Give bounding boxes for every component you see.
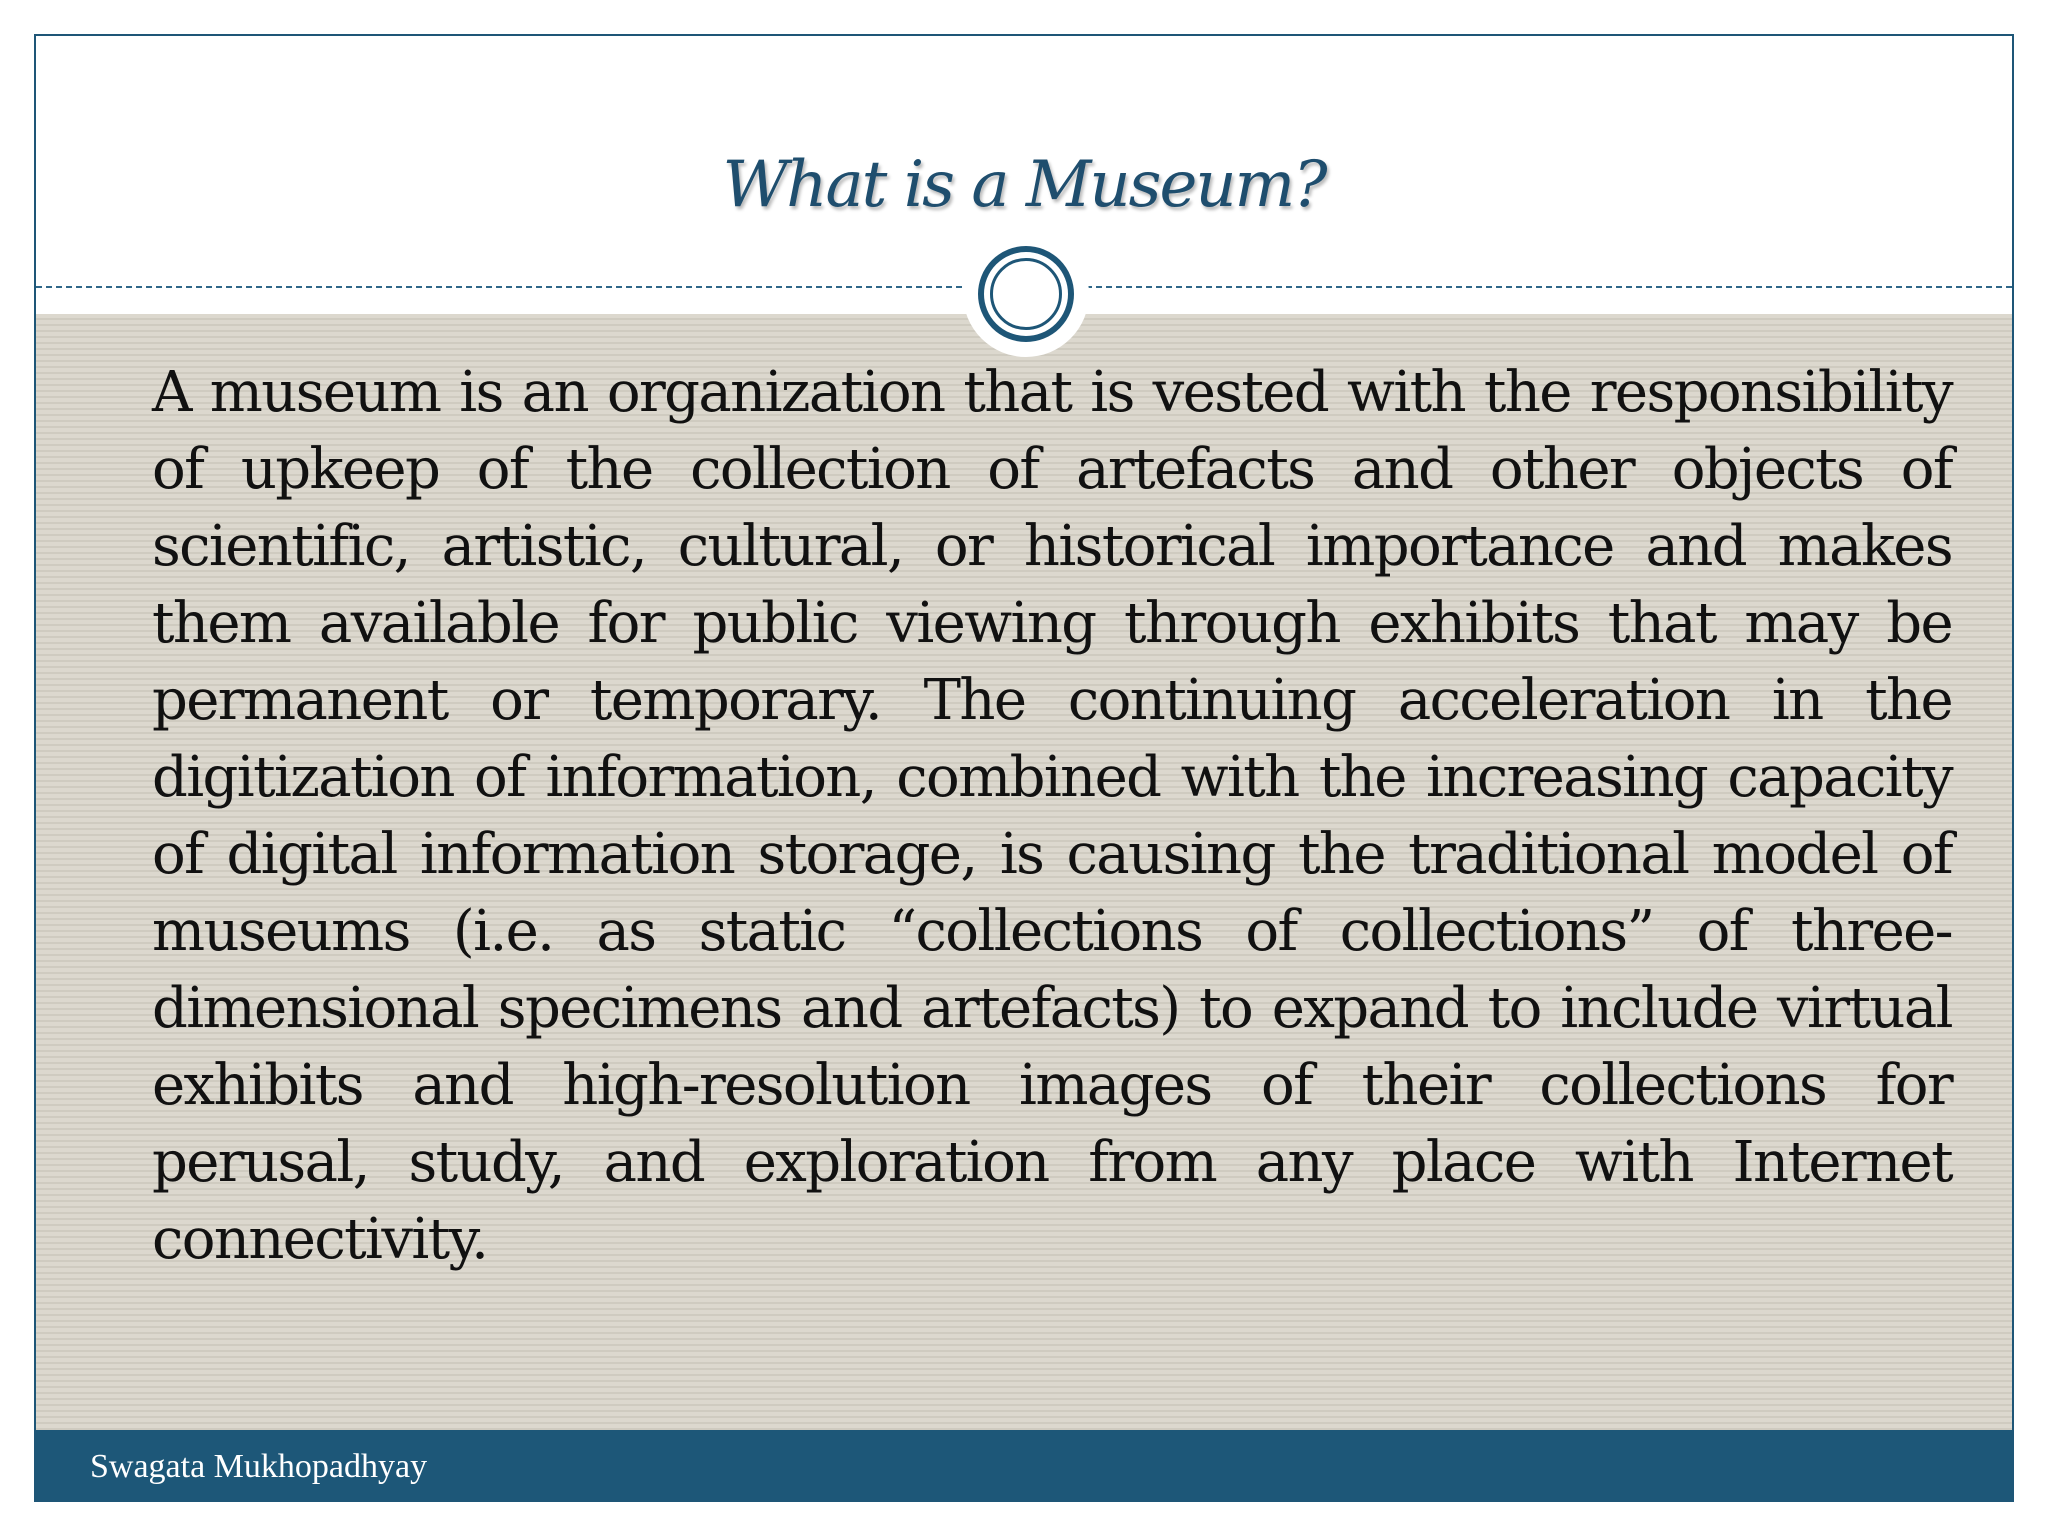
slide-body-text: A museum is an organization that is vested with the responsibility of upkeep of the collection of artefacts and other objects of scientific, artistic, cultural, or historical importance and makes them available for public viewing through exhibits that may be permanent or temporary. The continuing acceleration in the digitization of information, combined with the increasing capacity of digital information storage, is causing the traditional model of museums (i.e. as static “collections of collections” of three-dimensional specimens and artefacts) to expand to include virtual exhibits and high-resolution images of their collections for perusal, study, and exploration from any place with Internet connectivity. [152,360,1952,1272]
slide [34,34,2014,1502]
slide-title: What is a Museum? [722,148,1326,222]
ring-icon [978,246,1074,342]
slide-footer [36,1430,2012,1500]
circle-ornament-icon [963,231,1089,357]
footer-author: Swagata Mukhopadhyay [90,1448,428,1485]
